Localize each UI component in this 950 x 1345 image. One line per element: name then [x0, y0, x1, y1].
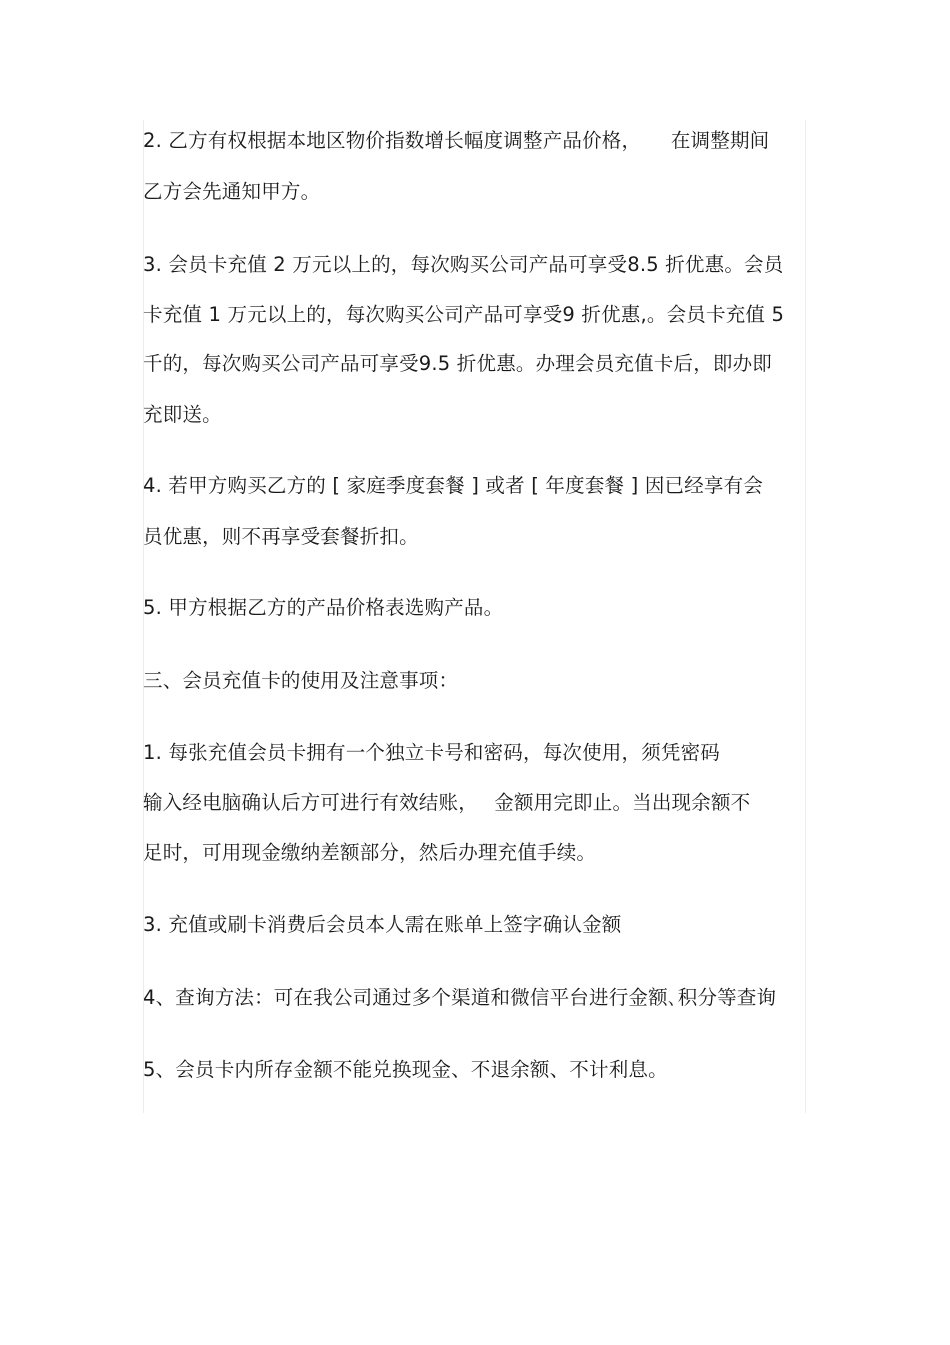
clause-3-line-4: 充即送。 [143, 403, 222, 426]
clause-3-line-1: 3. 会员卡充值 2 万元以上的，每次购买公司产品可享受8.5 折优惠。会员 [143, 253, 784, 276]
usage-4-line: 4、查询方法：可在我公司通过多个渠道和微信平台进行金额､积分等查询 [143, 986, 777, 1009]
clause-3-line-3: 千的，每次购买公司产品可享受9.5 折优惠。办理会员充值卡后，即办即 [143, 352, 773, 375]
usage-5-line: 5、会员卡内所存金额不能兑换现金、不退余额、不计利息。 [143, 1058, 668, 1081]
clause-3-line-2: 卡充值 1 万元以上的，每次购买公司产品可享受9 折优惠,。会员卡充值 5 [143, 303, 785, 326]
clause-2-line-1: 2. 乙方有权根据本地区物价指数增长幅度调整产品价格， 在调整期间 [143, 129, 770, 152]
clause-4-line-1: 4. 若甲方购买乙方的 [ 家庭季度套餐 ] 或者 [ 年度套餐 ] 因已经享有会 [143, 474, 764, 497]
clause-2-line-2: 乙方会先通知甲方。 [143, 180, 321, 203]
usage-3-line: 3. 充值或刷卡消费后会员本人需在账单上签字确认金额 [143, 913, 622, 936]
usage-1-line-1: 1. 每张充值会员卡拥有一个独立卡号和密码，每次使用，须凭密码 [143, 741, 721, 764]
section-3-heading: 三、会员充值卡的使用及注意事项： [143, 669, 459, 692]
clause-5-line-1: 5. 甲方根据乙方的产品价格表选购产品。 [143, 596, 504, 619]
usage-1-line-3: 足时，可用现金缴纳差额部分，然后办理充值手续。 [143, 841, 597, 864]
clause-4-line-2: 员优惠，则不再享受套餐折扣。 [143, 525, 419, 548]
usage-1-line-2: 输入经电脑确认后方可进行有效结账， 金额用完即止。当出现余额不 [143, 791, 751, 814]
